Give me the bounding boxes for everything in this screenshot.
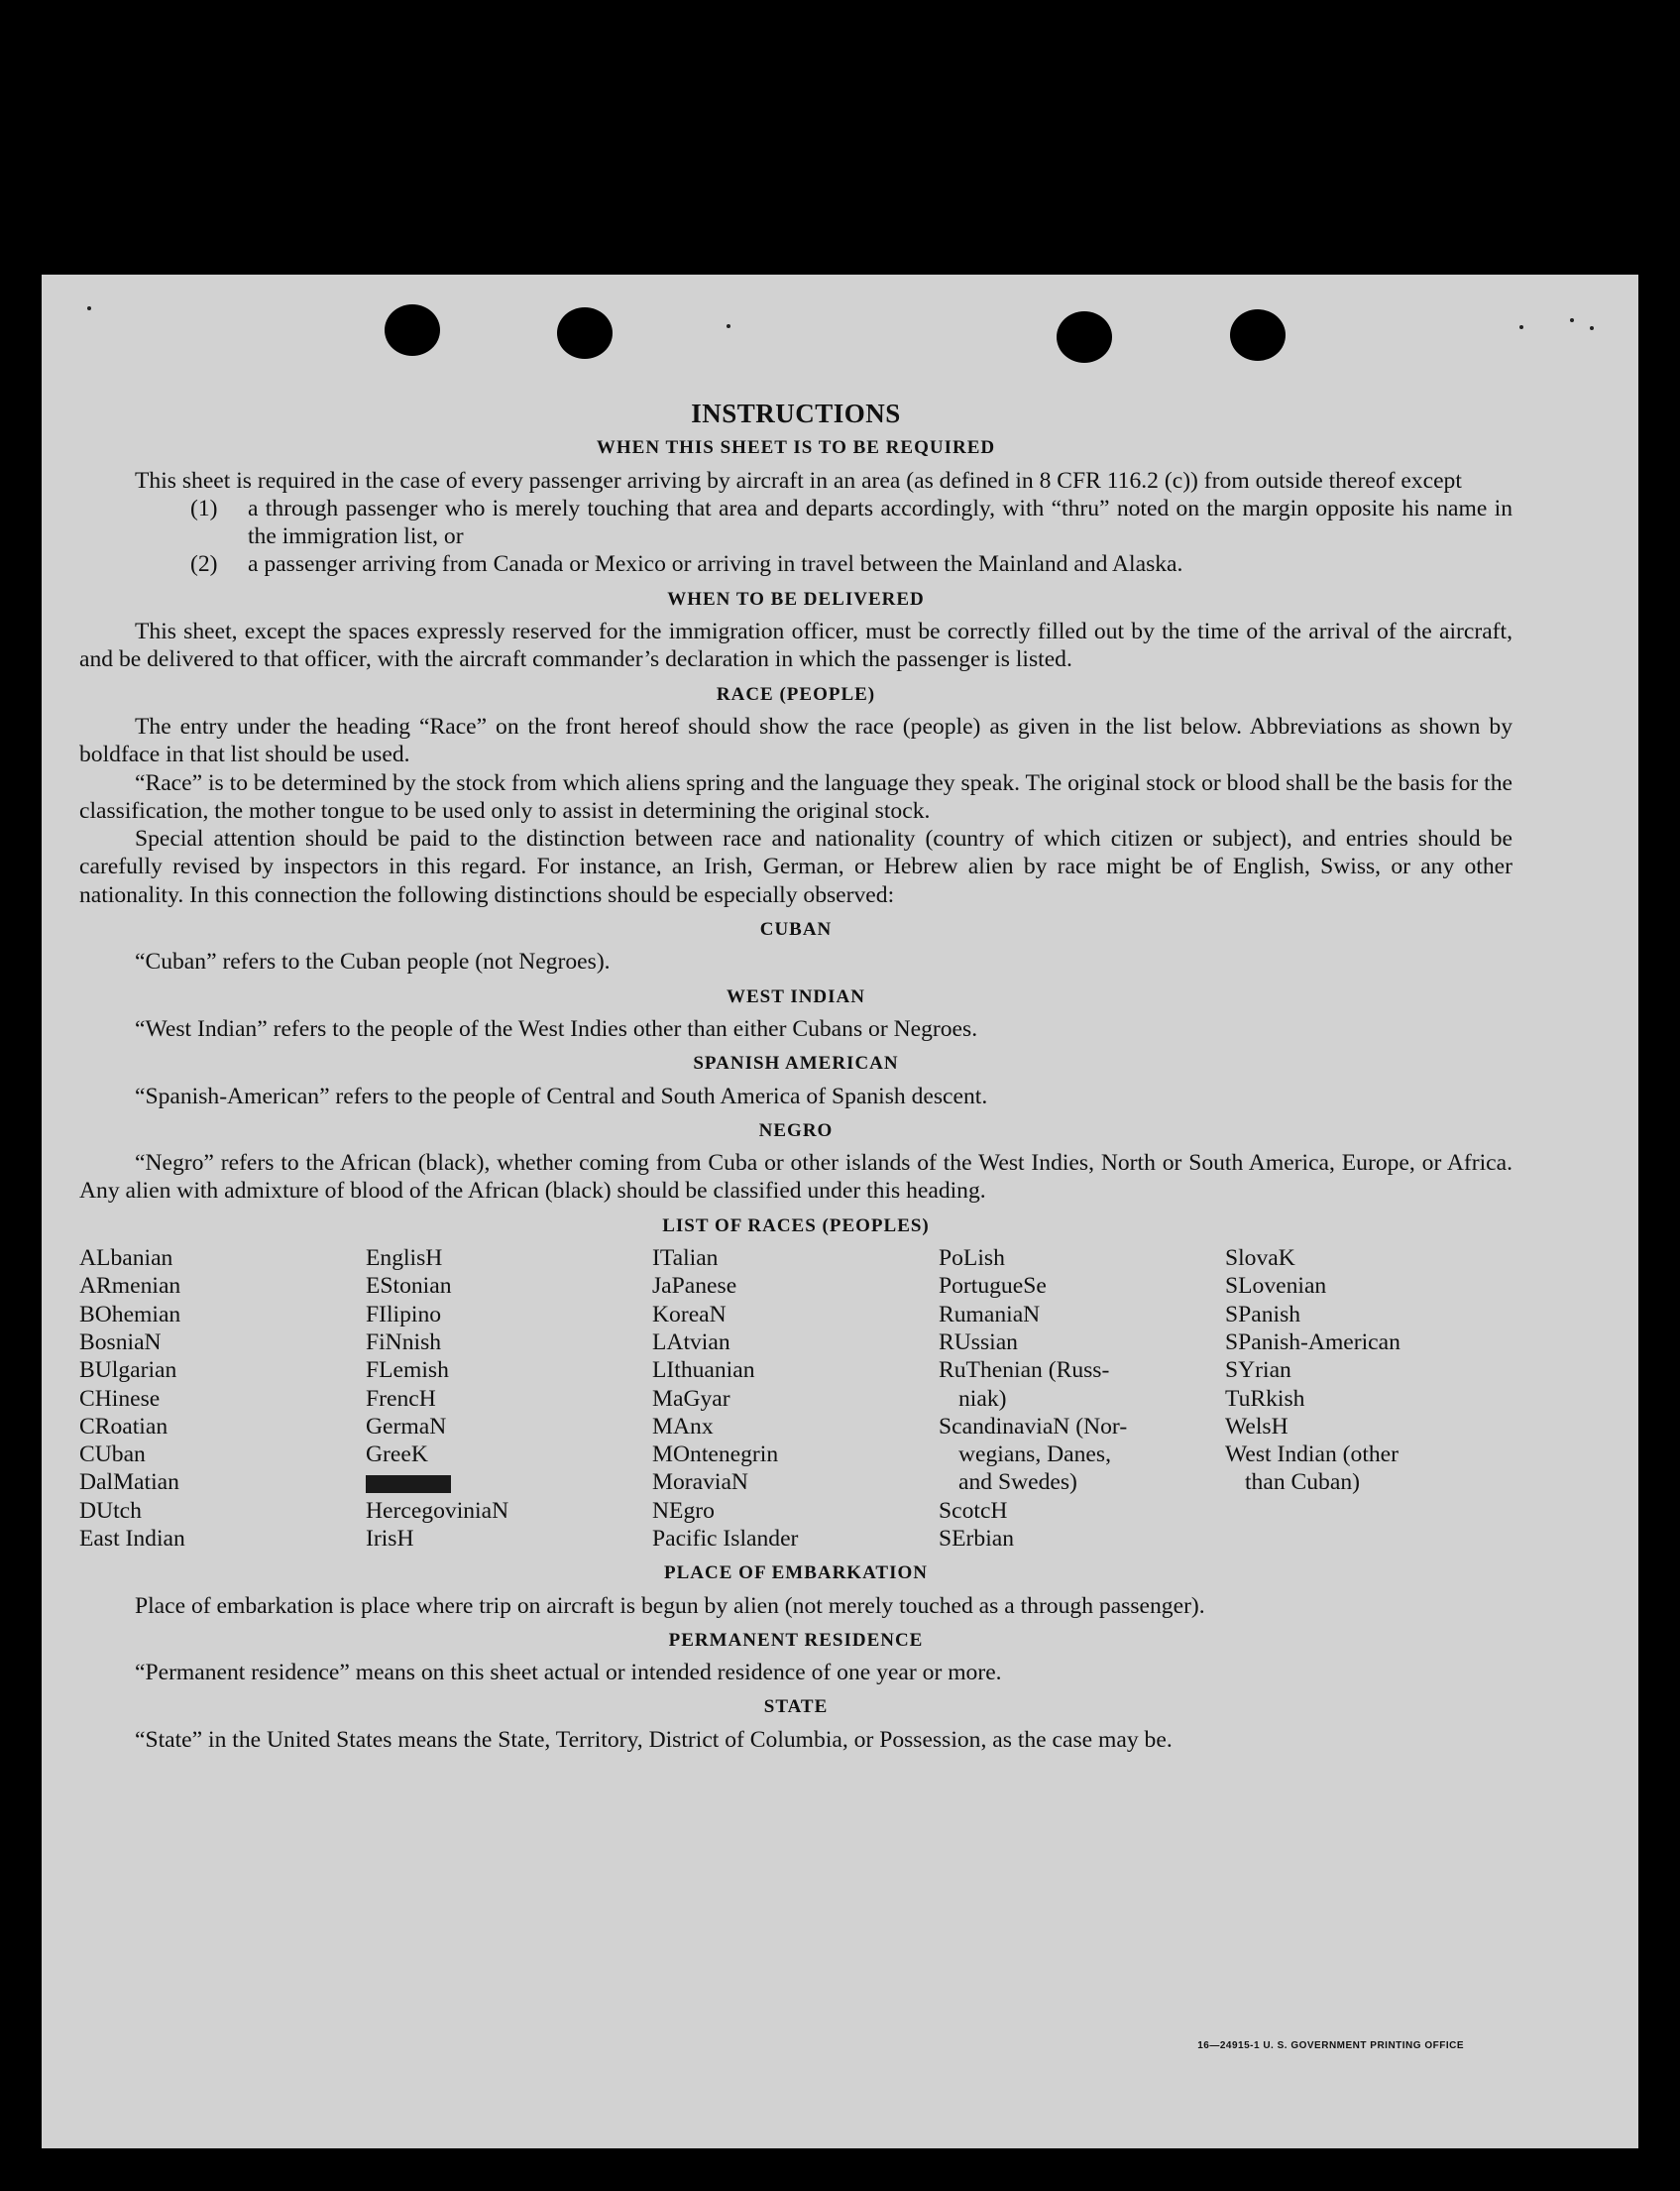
race-entry: FIlipino bbox=[366, 1301, 442, 1327]
section-heading-delivered: WHEN TO BE DELIVERED bbox=[667, 588, 925, 610]
west-indian-text: “West Indian” refers to the people of the West Indies other than either Cubans or Negroes. bbox=[135, 1015, 978, 1042]
section-heading-state: STATE bbox=[763, 1696, 829, 1718]
exception-text: a passenger arriving from Canada or Mexico or arriving in travel between the Mainland and Alaska. bbox=[248, 551, 1183, 578]
races-column bbox=[79, 1244, 366, 1553]
race-entry-continued: wegians, Danes, bbox=[958, 1441, 1111, 1468]
race-entry: GreeK bbox=[366, 1441, 428, 1468]
punch-hole bbox=[1057, 311, 1112, 363]
race-paragraph: The entry under the heading “Race” on the front hereof should show the race (people) as given in the list below. Abbreviations as shown by boldface in that list should be used. bbox=[79, 713, 1512, 768]
race-entry: BUlgarian bbox=[79, 1357, 177, 1384]
race-entry: KoreaN bbox=[652, 1301, 727, 1327]
race-entry: CUban bbox=[79, 1441, 146, 1468]
race-entry: West Indian (other bbox=[1225, 1441, 1399, 1468]
race-entry: TuRkish bbox=[1225, 1385, 1305, 1412]
race-entry: MAnx bbox=[652, 1413, 714, 1440]
paper-speck bbox=[1570, 318, 1574, 322]
race-entry-continued: than Cuban) bbox=[1245, 1469, 1360, 1496]
race-entry: JaPanese bbox=[652, 1273, 737, 1300]
required-intro: This sheet is required in the case of every passenger arriving by aircraft in an area (as defined in 8 CFR 116.2 (c)) from outside thereof except bbox=[135, 467, 1462, 494]
negro-text: “Negro” refers to the African (black), whether coming from Cuba or other islands of the West Indies, North or South America, Europe, or Africa. Any alien with admixture of blood of the African (black) should be classified under this heading. bbox=[79, 1150, 1512, 1205]
document-sheet bbox=[42, 275, 1638, 2148]
race-entry: WelsH bbox=[1225, 1413, 1288, 1440]
race-entry: RuThenian (Russ- bbox=[939, 1357, 1110, 1384]
race-entry: SLovenian bbox=[1225, 1273, 1327, 1300]
exception-number: (1) bbox=[190, 495, 218, 521]
race-paragraph: “Race” is to be determined by the stock from which aliens spring and the language they speak. The original stock or blood shall be the basis for the classification, the mother tongue to be used only to assist in determining the original stock. bbox=[79, 769, 1512, 824]
race-entry: Pacific Islander bbox=[652, 1525, 799, 1552]
race-entry: RumaniaN bbox=[939, 1301, 1041, 1327]
section-heading-spanish-american: SPANISH AMERICAN bbox=[693, 1053, 899, 1075]
race-entry: PoLish bbox=[939, 1245, 1005, 1272]
race-entry: MoraviaN bbox=[652, 1469, 748, 1496]
race-entry: LIthuanian bbox=[652, 1357, 755, 1384]
race-entry: PortugueSe bbox=[939, 1273, 1047, 1300]
punch-hole bbox=[557, 307, 613, 359]
race-entry-redacted bbox=[366, 1468, 652, 1496]
exception-text: a through passenger who is merely touching that area and departs accordingly, with “thru” noted on the margin opposite his name in the immigration list, or bbox=[248, 495, 1512, 550]
race-entry: ALbanian bbox=[79, 1245, 173, 1272]
exception-item bbox=[79, 495, 1512, 551]
race-entry: MaGyar bbox=[652, 1385, 730, 1412]
race-entry: FrencH bbox=[366, 1385, 436, 1412]
section-heading-residence: PERMANENT RESIDENCE bbox=[668, 1629, 924, 1651]
race-entry: SYrian bbox=[1225, 1357, 1291, 1384]
race-entry: LAtvian bbox=[652, 1328, 730, 1355]
race-entry: ARmenian bbox=[79, 1273, 181, 1300]
race-entry-continued: niak) bbox=[958, 1385, 1007, 1412]
residence-text: “Permanent residence” means on this sheet actual or intended residence of one year or more. bbox=[135, 1660, 1002, 1686]
state-text: “State” in the United States means the State, Territory, District of Columbia, or Possession, as the case may be. bbox=[135, 1726, 1173, 1753]
races-column bbox=[1225, 1244, 1512, 1553]
race-entry: BosniaN bbox=[79, 1328, 162, 1355]
race-entry: ScandinaviaN (Nor- bbox=[939, 1413, 1128, 1440]
redaction-mark bbox=[366, 1475, 451, 1493]
punch-hole bbox=[1230, 309, 1286, 361]
section-heading-race: RACE (PEOPLE) bbox=[716, 683, 876, 705]
race-entry: East Indian bbox=[79, 1525, 185, 1552]
races-list bbox=[79, 1244, 1512, 1553]
delivered-text: This sheet, except the spaces expressly reserved for the immigration officer, must be correctly filled out by the time of the arrival of the aircraft, and be delivered to that officer, with the aircraft commander’s declaration in which the passenger is listed. bbox=[79, 619, 1512, 673]
race-entry: ScotcH bbox=[939, 1497, 1008, 1524]
race-entry: GermaN bbox=[366, 1413, 447, 1440]
section-heading-west-indian: WEST INDIAN bbox=[727, 985, 865, 1007]
race-entry: BOhemian bbox=[79, 1301, 181, 1327]
section-heading-required: WHEN THIS SHEET IS TO BE REQUIRED bbox=[596, 437, 996, 459]
instructions-content bbox=[79, 400, 1512, 1754]
race-entry: HercegoviniaN bbox=[366, 1497, 509, 1524]
race-entry: FiNnish bbox=[366, 1328, 442, 1355]
race-entry: IrisH bbox=[366, 1525, 414, 1552]
cuban-text: “Cuban” refers to the Cuban people (not Negroes). bbox=[135, 949, 611, 976]
race-entry: FLemish bbox=[366, 1357, 449, 1384]
races-column bbox=[366, 1244, 652, 1553]
punch-hole bbox=[385, 304, 440, 356]
race-entry: NEgro bbox=[652, 1497, 715, 1524]
race-entry: SPanish-American bbox=[1225, 1328, 1400, 1355]
race-entry: DUtch bbox=[79, 1497, 142, 1524]
embarkation-text: Place of embarkation is place where trip on aircraft is begun by alien (not merely touched as a through passenger). bbox=[135, 1592, 1205, 1619]
section-heading-races-list: LIST OF RACES (PEOPLES) bbox=[662, 1214, 930, 1236]
printing-office-code: 16—24915-1 U. S. GOVERNMENT PRINTING OFFICE bbox=[1197, 2040, 1464, 2051]
section-heading-cuban: CUBAN bbox=[759, 919, 833, 941]
section-heading-embarkation: PLACE OF EMBARKATION bbox=[664, 1562, 928, 1584]
paper-speck bbox=[1519, 325, 1523, 329]
race-entry-continued: and Swedes) bbox=[958, 1469, 1077, 1496]
paper-speck bbox=[727, 324, 730, 328]
spanish-american-text: “Spanish-American” refers to the people of Central and South America of Spanish descent. bbox=[135, 1083, 988, 1109]
race-entry: EnglisH bbox=[366, 1245, 443, 1272]
paper-speck bbox=[87, 306, 91, 310]
race-entry: SlovaK bbox=[1225, 1245, 1295, 1272]
race-entry: RUssian bbox=[939, 1328, 1018, 1355]
races-column bbox=[652, 1244, 939, 1553]
race-entry: CHinese bbox=[79, 1385, 161, 1412]
exception-number: (2) bbox=[190, 551, 218, 578]
paper-speck bbox=[1590, 326, 1594, 330]
page-title: INSTRUCTIONS bbox=[691, 399, 901, 428]
race-entry: SPanish bbox=[1225, 1301, 1301, 1327]
race-paragraph: Special attention should be paid to the distinction between race and nationality (country of which citizen or subject), and entries should be carefully revised by inspectors in this regard. For instance, an Irish, German, or Hebrew alien by race might be of English, Swiss, or any other nationality. In this connection the following distinctions should be especially observed: bbox=[79, 826, 1512, 908]
races-column bbox=[939, 1244, 1225, 1553]
race-entry: SErbian bbox=[939, 1525, 1015, 1552]
exception-item bbox=[79, 550, 1512, 578]
race-entry: MOntenegrin bbox=[652, 1441, 779, 1468]
section-heading-negro: NEGRO bbox=[758, 1119, 834, 1141]
race-entry: ITalian bbox=[652, 1245, 719, 1272]
race-entry: DalMatian bbox=[79, 1469, 179, 1496]
race-entry: CRoatian bbox=[79, 1413, 168, 1440]
race-entry: EStonian bbox=[366, 1273, 452, 1300]
